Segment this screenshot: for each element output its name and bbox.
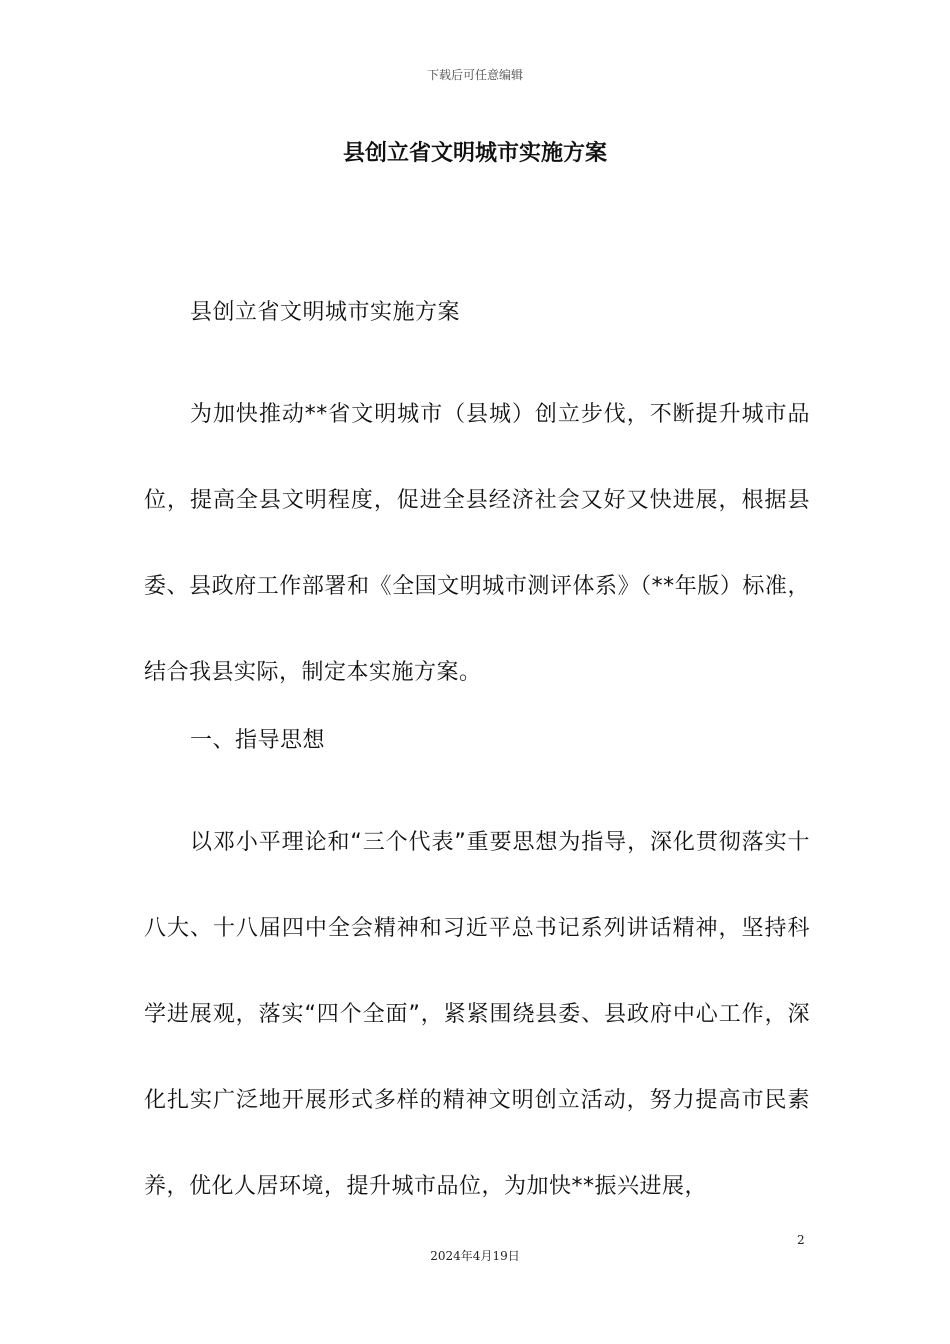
footer-date: 2024年4月19日 (430, 1249, 520, 1263)
guiding-thought-paragraph: 以邓小平理论和“三个代表”重要思想为指导，深化贯彻落实十八大、十八届四中全会精神和习近平总书记系列讲话精神，坚持科学进展观，落实“四个全面”，紧紧围绕县委、县政府中心工作，深化扎实广泛地开展形式多样的精神文明创立活动，努力提高市民素养，优化人居环境，提升城市品位，为加快**振兴进展， (144, 830, 810, 1199)
section-heading-guiding-thought: 一、指导思想 (190, 728, 326, 753)
document-title: 县创立省文明城市实施方案 (342, 141, 607, 166)
intro-paragraph: 为加快推动**省文明城市（县城）创立步伐，不断提升城市品位，提高全县文明程度，促进全县经济社会又好又快进展，根据县委、县政府工作部署和《全国文明城市测评体系》（**年版）标准，结合我县实际，制定本实施方案。 (144, 402, 810, 685)
header-note: 下载后可任意编辑 (426, 68, 523, 82)
document-body (144, 288, 810, 1230)
document-subtitle: 县创立省文明城市实施方案 (190, 300, 461, 325)
page-number: 2 (797, 1233, 805, 1247)
